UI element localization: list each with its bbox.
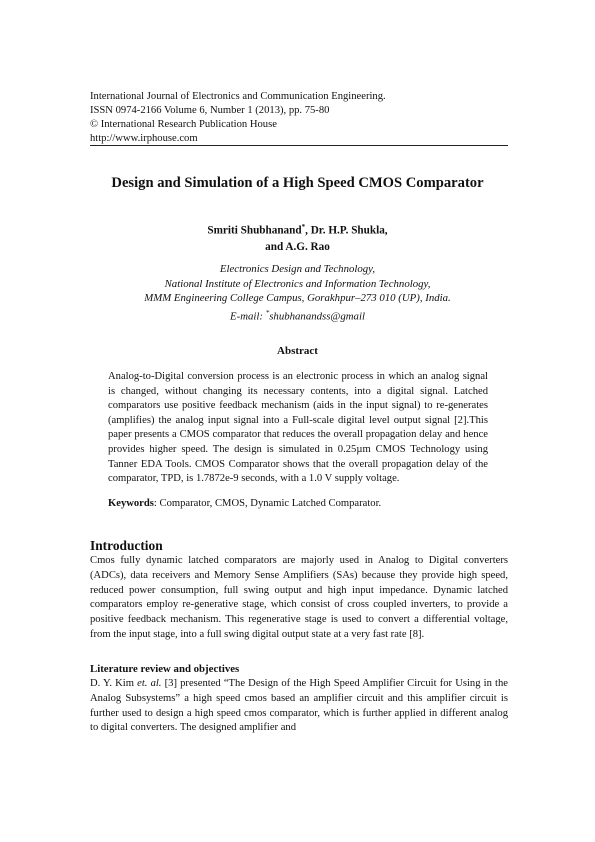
affiliation-line-2: National Institute of Electronics and Information Technology, xyxy=(164,277,431,290)
journal-name: International Journal of Electronics and Communication Engineering. xyxy=(90,91,386,102)
literature-text-rest: [3] presented “The Design of the High Speed Amplifier Circuit for Using in the Analog Subsystems” a high speed cmos based an amplifier circuit and this amplifier circuit is further used to design a high speed cmos comparator, which is further applied in different analog to digital converters. The designed amplifier and xyxy=(90,678,508,734)
affiliation-block xyxy=(60,262,535,324)
header-divider xyxy=(90,145,508,146)
author-name: Smriti Shubhanand xyxy=(207,224,302,237)
paper-title: Design and Simulation of a High Speed CMOS Comparator xyxy=(111,175,484,191)
literature-heading: Literature review and objectives xyxy=(90,663,240,675)
author-block xyxy=(60,219,535,255)
introduction-heading: Introduction xyxy=(90,538,163,553)
journal-url[interactable]: http://www.irphouse.com xyxy=(90,133,198,144)
abstract-text: Analog-to-Digital conversion process is an electronic process in which an analog signal is changed, without changing its necessary contents, into a digital signal. Latched comparators use positive feedback mechanism (aids in the input signal) to re-generates (amplifies) the analog input signal into a Full-scale digital level output signal [2].This paper presents a CMOS comparator that reduces the overall propagation delay and hence provides higher speed. The design is simulated in 0.25µm CMOS Technology using Tanner EDA Tools. CMOS Comparator shows that the overall propagation delay of the comparator, TPD, is 1.7872e-9 seconds, with a 1.0 V supply voltage. xyxy=(108,371,488,485)
author-line-2: and A.G. Rao xyxy=(265,240,330,253)
literature-et-al: et. al. xyxy=(137,678,162,689)
author-names-rest: , Dr. H.P. Shukla, xyxy=(305,224,388,237)
email-address[interactable]: shubhanandss@gmail xyxy=(269,310,365,323)
journal-issn: ISSN 0974-2166 Volume 6, Number 1 (2013), pp. 75-80 xyxy=(90,105,330,116)
introduction-text: Cmos fully dynamic latched comparators are majorly used in Analog to Digital converters (ADCs), data receivers and Memory Sense Amplifiers (SAs) because they provide high speed, reduced power consumption, full swing output and high input impedance. Dynamic latched comparators employ re-generative stage, which consist of cross coupled inverters, to provide a positive feedback mechanism. This regenerative stage is used to convert a differential voltage, from the input stage, into a full swing digital output state at a very fast rate [8]. xyxy=(90,555,508,640)
keywords-line xyxy=(108,498,488,509)
abstract-heading: Abstract xyxy=(277,345,318,357)
journal-header xyxy=(90,90,510,146)
affiliation-line-3: MMM Engineering College Campus, Gorakhpur–273 010 (UP), India. xyxy=(144,292,451,305)
affiliation-line-1: Electronics Design and Technology, xyxy=(219,263,376,275)
email-footnote-mark: * xyxy=(265,308,270,317)
literature-text-start: D. Y. Kim xyxy=(90,678,138,689)
email-label: E-mail: xyxy=(230,310,266,323)
keywords-list: : Comparator, CMOS, Dynamic Latched Comparator. xyxy=(153,498,382,509)
journal-copyright: © International Research Publication House xyxy=(90,119,277,130)
keywords-label: Keywords xyxy=(108,498,154,509)
author-footnote-mark: * xyxy=(301,223,306,231)
literature-text xyxy=(90,677,508,736)
